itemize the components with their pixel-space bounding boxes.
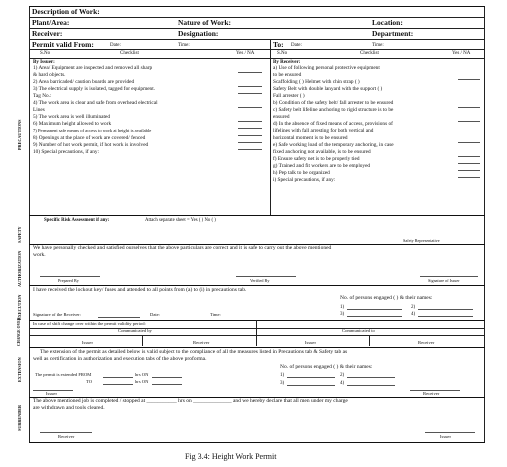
change-over-issuer-2: Issuer [305,340,316,345]
col-sno-left: S.No [40,51,51,56]
extended-from-label: The permit is extended FROM [35,372,92,377]
designation-label: Designation: [178,29,219,38]
receiver-item: d) In the absence of fixed means of access, provisions of [273,121,393,127]
authorization-text-2: work. [33,252,46,258]
receiver-item: b) Condition of the safety belt/ fall arrester to be ensured [273,100,394,106]
communicated-by: Communicated by [118,328,152,333]
extension-hrs-on-1: hrs ON [135,372,149,377]
receiver-label: Receiver: [32,29,63,38]
execution-date: Date: [150,312,160,317]
surrender-side-label: SURRENDER [17,404,22,431]
change-over-receiver-1: Receiver [193,340,210,345]
execution-name-3: 3) [340,312,345,317]
extension-receiver: Receiver [423,391,440,396]
receiver-item: ensured [273,114,290,120]
col-checklist-left: Checklist [120,51,139,56]
surrender-text-2: are withdrawn and tools cleared. [33,405,105,411]
execution-text: I have received the lockout key/ fuses and attended to all points from (a) to (i) in precautions tab. [33,287,247,293]
issuer-item: Tag No.: [33,93,52,99]
extension-persons-text: No. of persons engaged ( ) & their names: [280,364,373,370]
col-yesna-left: Yes / NA [236,51,255,56]
authorization-text: We have personally checked and satisfied ourselves that the above particulars are correct and it is safe to carry out the above mentioned [33,245,332,251]
communicated-to: Communicated to [342,328,375,333]
risk-assessment-label: Specific Risk Assessment if any: [44,218,110,223]
safety-representative: Safety Representative [403,238,440,243]
receiver-item: fixed anchoring not available, is to be ensured [273,149,371,155]
execution-side-label: EXECUTION [17,294,22,320]
attach-sheet-text: Attach separate sheet = Yes ( ) No ( ) [145,218,216,223]
issuer-item: 2) Area barricaded/ caution boards are provided [33,79,135,85]
prepared-by: Prepared By [58,278,79,283]
from-time-label: Time: [178,43,190,48]
extension-side-label: EXTENSION [17,357,22,382]
extension-issuer: Issuer [46,391,57,396]
verified-by: Verified By [250,278,270,283]
receiver-item: horizontal moment is to be ensured [273,135,348,141]
receiver-item: i) Special precautions, if any: [273,177,336,183]
receiver-item: h) Pep talk to be organized [273,170,330,176]
extension-text: The extension of the permit as detailed below is valid subject to the compliance of all the measures listed in Precautions tab & Safety tab as [40,349,348,355]
issuer-item: 5) The work area is well illuminated [33,114,110,120]
issuer-item: 10) Special precautions, if any: [33,149,100,155]
extension-name-2: 2) [340,373,345,378]
receiver-item: Fall arrester ( ) [273,93,305,99]
safety-side-label: SAFETY [17,226,22,243]
col-sno-right: S.No [277,51,288,56]
extension-name-4: 4) [340,381,345,386]
issuer-item: 1) Area/ Equipment are inspected and removed all sharp [33,65,153,71]
issuer-item: & hard objects. [33,72,66,78]
execution-persons-text: No. of persons engaged ( ) & their names: [340,295,433,301]
issuer-item: 3) The electrical supply is isolated, tagged for equipment. [33,86,155,92]
precautions-side-label: PRECAUTIONS [17,119,22,150]
issuer-item: 7) Permanent safe means of access to work at height is available [33,128,152,133]
receiver-item: to be ensured [273,72,302,78]
extension-name-3: 3) [280,381,285,386]
extension-text-2: well as certification in authorization and execution tabs of the above proforma. [33,356,207,362]
issuer-item: Lines [33,107,45,113]
extension-hrs-on-2: hrs ON [135,379,149,384]
change-over-issuer-1: Issuer [82,340,93,345]
col-checklist-right: Checklist [360,51,379,56]
location-label: Location: [372,18,403,27]
change-over-text: In case of shift change over within the permit validity period: [33,321,146,326]
to-date-label: Date: [291,43,302,48]
issuer-item: 9) Number of hot work permit, if hot work is involved [33,142,149,148]
nature-label: Nature of Work: [178,18,232,27]
figure-caption: Fig 3.4: Height Work Permit [185,452,277,461]
col-yesna-right: Yes / NA [452,51,471,56]
issuer-item: 6) Maximum height allowed to work [33,121,112,127]
extension-name-1: 1) [280,373,285,378]
change-over-receiver-2: Receiver [418,340,435,345]
extension-to-label: TO [86,379,93,384]
change-over-side-label: CHANGE OVER [17,317,21,346]
execution-name-4: 4) [411,312,416,317]
execution-time: Time: [210,312,221,317]
description-label: Description of Work: [32,7,100,16]
execution-name-2: 2) [411,305,416,310]
receiver-heading: By Receiver: [273,60,301,65]
issuer-item: 8) Openings at the place of work are covered/ fenced [33,135,146,141]
plant-area-label: Plant/Area: [32,18,70,27]
issuer-item: 4) The work area is clear and safe from overhead electrical [33,100,158,106]
receiver-item: g) Trained and fit workers are to be employed [273,163,371,169]
issuer-heading: By Issuer: [33,60,55,65]
receiver-item: e) Safe working load of the temporary anchoring, in case [273,142,394,148]
receiver-item: c) Safety belt lifeline anchoring to rigid structure is to be [273,107,394,113]
surrender-receiver: Receiver [58,434,75,439]
permit-valid-label: Permit valid From: [32,40,94,49]
receiver-item: a) Use of following personal protective equipment [273,65,380,71]
to-time-label: Time: [372,43,384,48]
authorization-side-label: AUTHORIZATION [17,250,22,287]
receiver-item: lifelines with fall arresting for both vertical and [273,128,374,134]
receiver-item: Safety Belt with double lanyard with the support ( ) [273,86,383,92]
surrender-text: The above mentioned job is completed / stopped at ___________ hrs on ______________ and we hereby declare that all men under my charge [33,398,348,404]
signature-receiver: Signature of the Receiver: [33,312,82,317]
signature-issuer: Signature of Issuer [428,278,460,283]
department-label: Department: [372,29,414,38]
receiver-item: Scaffolding ( ) Helmet with chin strap ( ) [273,79,360,85]
execution-name-1: 1) [340,305,345,310]
from-date-label: Date: [110,43,121,48]
receiver-item: f) Ensure safety net is to be properly tied [273,156,360,162]
to-label: To: [273,40,284,49]
surrender-issuer: Issuer [440,434,451,439]
